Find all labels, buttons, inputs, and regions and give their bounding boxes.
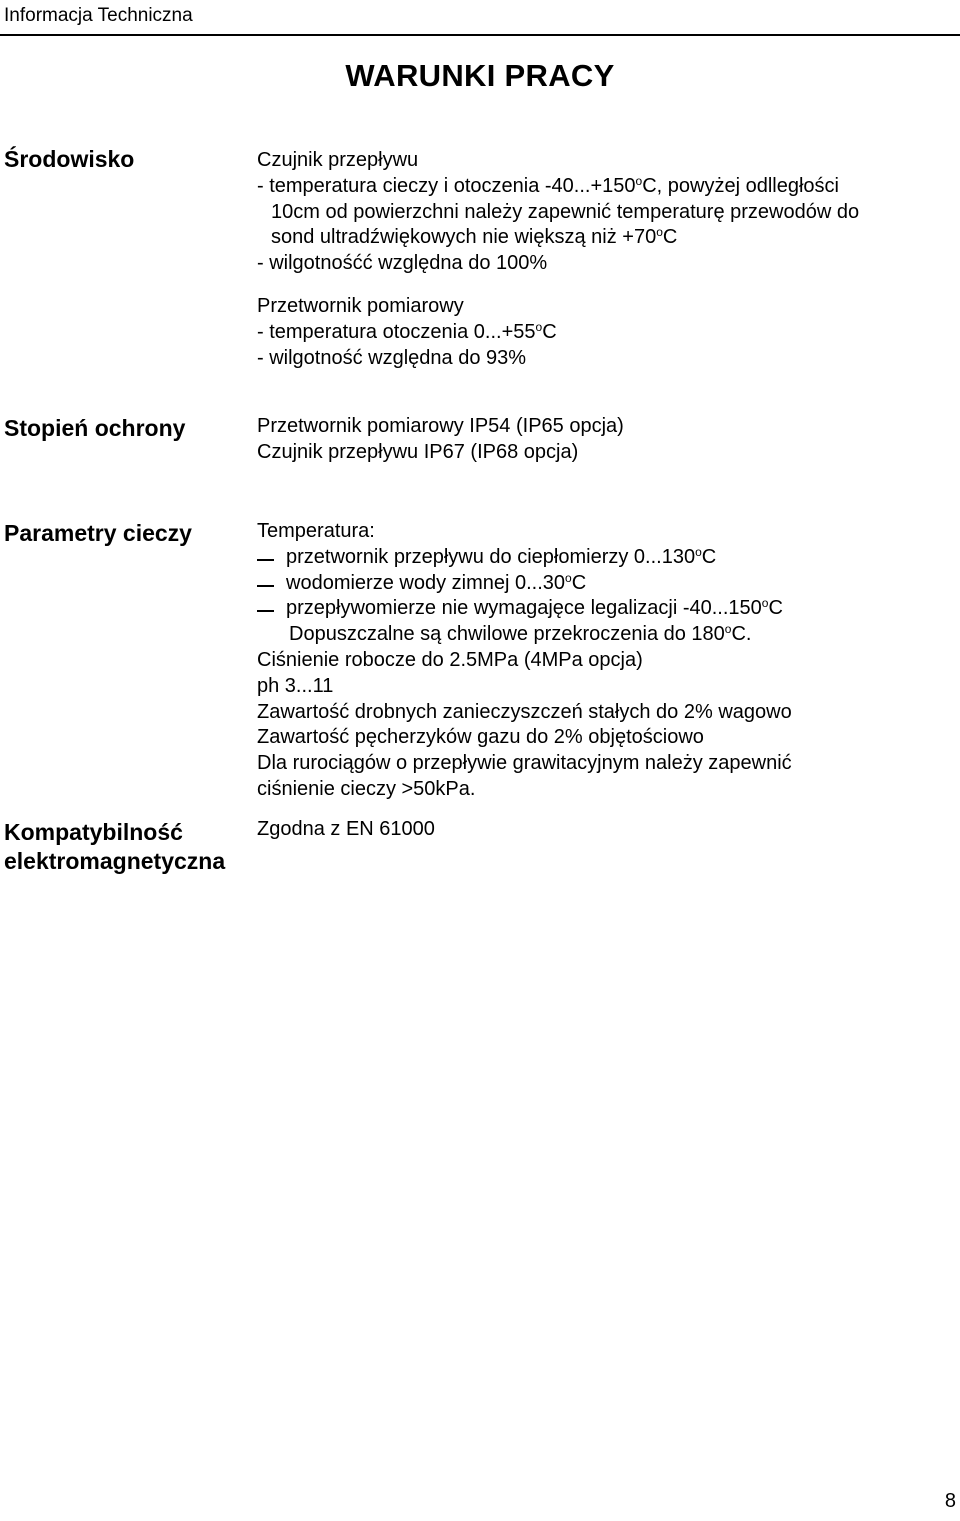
section-label-emc (4, 818, 225, 876)
sensor-title: Czujnik przepływu (257, 149, 419, 171)
sensor-temperature: - temperatura cieczy i otoczenia $-40...+150^oC$, powyżej odlległości (257, 173, 839, 197)
emc-label-line2: elektromagnetyczna (4, 848, 226, 874)
fluid-solids: Zawartość drobnych zanieczyszczeń stałych do 2% wagowo (257, 700, 792, 723)
protection-transmitter: Przetwornik pomiarowy IP54 (IP65 opcja) (257, 415, 624, 437)
section-label-fluid: Parametry cieczy (4, 520, 192, 546)
emc-block (257, 817, 435, 843)
fluid-gravity-line2: ciśnienie cieczy >50kPa. (257, 777, 476, 800)
fluid-gravity-line1: Dla rurociągów o przepływie grawitacyjnym należy zapewnić (257, 752, 792, 775)
section-label-environment: Środowisko (4, 146, 135, 172)
fluid-temperature-item: wodomierze wody zimnej 0...30$^o$C (257, 571, 792, 597)
page-number: 8 (944, 1490, 956, 1512)
sensor-humidity: - wilgotnośćć względna do 100% (257, 252, 548, 275)
fluid-temperature-note: Dopuszczalne są chwilowe przekroczenia do 180$^o$C. (289, 622, 752, 646)
fluid-ph: ph 3...11 (257, 674, 334, 697)
fluid-block (257, 519, 792, 803)
protection-sensor: Czujnik przepływu IP67 (IP68 opcja) (257, 440, 579, 463)
sensor-distance-note: 10cm od powierzchni należy zapewnić temperaturę przewodów do (271, 200, 860, 223)
protection-block (257, 414, 624, 466)
fluid-pressure: Ciśnienie robocze do 2.5MPa (4MPa opcja) (257, 648, 643, 671)
page-header (0, 0, 960, 36)
emc-label-line1: Kompatybilność (4, 819, 183, 845)
environment-transmitter-block (257, 294, 557, 371)
fluid-temperature-item: przetwornik przepływu do ciepłomierzy 0...130$^o$C (257, 545, 792, 571)
section-label-protection: Stopień ochrony (4, 415, 186, 441)
fluid-temperature-item: przepływomierze nie wymagajęce legalizacji -40...150$^o$C (257, 596, 792, 622)
transmitter-humidity: - wilgotność względna do 93% (257, 346, 527, 369)
environment-sensor-block (257, 148, 859, 277)
header-title: Informacja Techniczna (4, 5, 193, 26)
fluid-gas: Zawartość pęcherzyków gazu do 2% objętościowo (257, 726, 704, 749)
sensor-probe-temperature: sond ultradźwiękowych nie większą niż $+70^oC$ (271, 225, 678, 249)
transmitter-temperature: - temperatura otoczenia $0...+55^oC$ (257, 319, 557, 343)
transmitter-title: Przetwornik pomiarowy (257, 295, 464, 317)
emc-value: Zgodna z EN 61000 (257, 818, 435, 840)
fluid-temperature-title: Temperatura: (257, 520, 375, 542)
page-title: WARUNKI PRACY (345, 58, 615, 93)
